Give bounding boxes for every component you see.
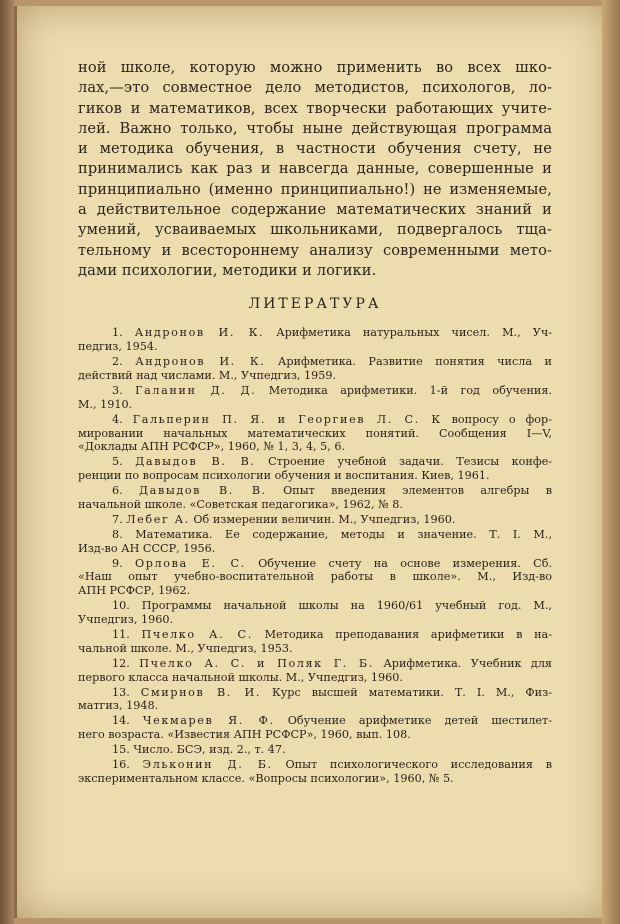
reference-text: Методика преподавания арифметики в на-: [264, 627, 552, 641]
reference-author: Эльконин Д. Б.: [142, 757, 273, 771]
body-text-line: тельному и всестороннему анализу современными мето-: [78, 241, 552, 259]
reference-text: «Доклады АПН РСФСР», 1960, № 1, 3, 4, 5, 6.: [78, 440, 346, 454]
reference-line: [78, 384, 552, 398]
page-edge-right: [602, 0, 620, 924]
reference-line: [78, 671, 552, 685]
body-text-line: лей. Важно только, чтобы ныне действующая программа: [78, 119, 552, 137]
reference-text: Методика арифметики. 1-й год обучения.: [268, 383, 552, 397]
reference-text: Строение учебной задачи. Тезисы конфе-: [268, 455, 552, 469]
reference-text: действий над числами. М., Учпедгиз, 1959.: [78, 368, 337, 382]
book-spine-shadow: [0, 0, 14, 924]
reference-line: [78, 440, 552, 454]
reference-line: [78, 599, 552, 613]
reference-text: Арифметика. Развитие понятия числа и: [277, 355, 552, 369]
reference-item: [78, 355, 552, 383]
reference-number: 10.: [112, 599, 130, 613]
reference-text: чальной школе. М., Учпедгиз, 1953.: [78, 641, 293, 655]
reference-line: [78, 542, 552, 556]
reference-item: [78, 413, 552, 455]
reference-item: [78, 743, 552, 757]
reference-text: начальной школе. «Советская педагогика», 1962, № 8.: [78, 497, 403, 511]
reference-line: [78, 613, 552, 627]
reference-text: Курс высшей математики. Т. I. М., Физ-: [272, 685, 552, 699]
reference-author: Давыдов В. В.: [138, 484, 267, 498]
reference-text: педгиз, 1954.: [78, 340, 158, 354]
reference-line: [78, 513, 552, 527]
reference-line: [78, 484, 552, 498]
reference-line: [78, 570, 552, 584]
reference-author: Андронов И. К.: [135, 355, 266, 369]
body-text-line: принципиально (именно принципиально!) не изменяемые,: [78, 180, 552, 198]
reference-text: Опыт психологического исследования в: [285, 757, 552, 771]
reference-line: [78, 427, 552, 441]
reference-text: вопросу о фор-: [451, 412, 552, 426]
body-text-line: и методика обучения, в частности обучения счету, не: [78, 140, 552, 158]
body-text-line: а действительное содержание математических знаний и: [78, 201, 552, 219]
reference-author: Пчелко А. С. и Поляк Г. Б.: [139, 656, 374, 670]
page-content: [78, 58, 552, 787]
body-text-line: умений, усваиваемых школьниками, подвергалось тща-: [78, 221, 552, 239]
reference-number: 13.: [112, 685, 130, 699]
reference-line: [78, 469, 552, 483]
reference-author: Андронов И. К.: [134, 326, 265, 340]
reference-text: Арифметика. Учебник для: [383, 656, 552, 670]
reference-item: [78, 326, 552, 354]
reference-text: первого класса начальной школы. М., Учпедгиз, 1960.: [78, 670, 403, 684]
reference-number: 11.: [112, 627, 130, 641]
reference-line: [78, 413, 552, 427]
reference-number: 5.: [112, 455, 123, 469]
reference-text: Об измерении величин. М., Учпедгиз, 1960.: [193, 512, 456, 526]
reference-number: 7.: [112, 512, 123, 526]
reference-author: Пчелко А. С.: [141, 627, 253, 641]
reference-number: 15.: [112, 743, 130, 757]
reference-line: [78, 326, 552, 340]
reference-line: [78, 557, 552, 571]
reference-item: [78, 758, 552, 786]
reference-item: [78, 714, 552, 742]
reference-text: матгиз, 1948.: [78, 699, 159, 713]
reference-line: [78, 369, 552, 383]
reference-number: 1.: [112, 326, 123, 340]
reference-number: 14.: [112, 714, 130, 728]
body-text-line: лах,—это совместное дело методистов, психологов, ло-: [78, 79, 552, 97]
reference-number: 12.: [112, 656, 130, 670]
reference-text: ренции по вопросам психологии обучения и воспитания. Киев, 1961.: [78, 469, 490, 483]
reference-line: [78, 728, 552, 742]
reference-text: Математика. Ее содержание, методы и значение. Т. I. М.,: [135, 527, 552, 541]
reference-item: [78, 557, 552, 599]
reference-author: Давыдов В. В.: [135, 455, 256, 469]
reference-author: Лебег А.: [126, 512, 190, 526]
reference-item: [78, 657, 552, 685]
reference-author: Галанин Д. Д.: [135, 383, 257, 397]
reference-line: [78, 642, 552, 656]
reference-item: [78, 628, 552, 656]
reference-item: [78, 599, 552, 627]
reference-author: Чекмарев Я. Ф.: [142, 714, 275, 728]
reference-number: 8.: [112, 527, 123, 541]
reference-text: Изд-во АН СССР, 1956.: [78, 541, 216, 555]
reference-text: него возраста. «Известия АПН РСФСР», 1960, вып. 108.: [78, 728, 411, 742]
reference-author: Орлова Е. С.: [135, 556, 246, 570]
body-text-line: принимались как раз и навсегда данные, совершенные и: [78, 160, 552, 178]
reference-line: [78, 686, 552, 700]
reference-text: Программы начальной школы на 1960/61 учебный год. М.,: [141, 599, 552, 613]
reference-line: [78, 498, 552, 512]
reference-line: [78, 340, 552, 354]
reference-line: [78, 628, 552, 642]
reference-text: Учпедгиз, 1960.: [78, 613, 174, 627]
reference-text: мировании начальных математических понятий. Сообщения I—V,: [78, 426, 552, 440]
reference-author: Гальперин П. Я. и Георгиев Л. С. К: [132, 412, 442, 426]
body-paragraph: [78, 58, 552, 281]
reference-text: Арифметика натуральных чисел. М., Уч-: [276, 326, 552, 340]
reference-line: [78, 657, 552, 671]
reference-line: [78, 455, 552, 469]
reference-text: Обучение арифметике детей шестилет-: [287, 714, 552, 728]
reference-item: [78, 686, 552, 714]
reference-number: 2.: [112, 355, 123, 369]
reference-number: 9.: [112, 556, 123, 570]
reference-item: [78, 513, 552, 527]
reference-line: [78, 758, 552, 772]
reference-line: [78, 714, 552, 728]
reference-line: [78, 772, 552, 786]
body-text-line: ной школе, которую можно применить во всех шко-: [78, 59, 552, 76]
reference-item: [78, 384, 552, 412]
reference-line: [78, 398, 552, 412]
reference-text: Число. БСЭ, изд. 2., т. 47.: [133, 743, 286, 757]
references-heading: ЛИТЕРАТУРА: [248, 296, 382, 313]
reference-number: 16.: [112, 757, 130, 771]
reference-text: АПН РСФСР, 1962.: [78, 584, 191, 598]
reference-text: М., 1910.: [78, 397, 133, 411]
reference-line: [78, 699, 552, 713]
reference-text: Обучение счету на основе измерения. Сб.: [258, 556, 552, 570]
reference-text: «Наш опыт учебно-воспитательной работы в школе». М., Изд-во: [78, 570, 552, 584]
reference-line: [78, 528, 552, 542]
body-text-line: дами психологии, методики и логики.: [78, 261, 377, 279]
reference-number: 6.: [112, 484, 123, 498]
reference-number: 4.: [112, 412, 123, 426]
reference-item: [78, 528, 552, 556]
reference-text: экспериментальном классе. «Вопросы психологии», 1960, № 5.: [78, 771, 454, 785]
body-text-line: гиков и математиков, всех творчески работающих учите-: [78, 99, 552, 117]
reference-item: [78, 455, 552, 483]
reference-list: [78, 326, 552, 786]
reference-line: [78, 355, 552, 369]
reference-number: 3.: [112, 383, 123, 397]
reference-text: Опыт введения элементов алгебры в: [283, 484, 552, 498]
reference-author: Смирнов В. И.: [140, 685, 262, 699]
reference-line: [78, 743, 552, 757]
reference-line: [78, 584, 552, 598]
reference-item: [78, 484, 552, 512]
